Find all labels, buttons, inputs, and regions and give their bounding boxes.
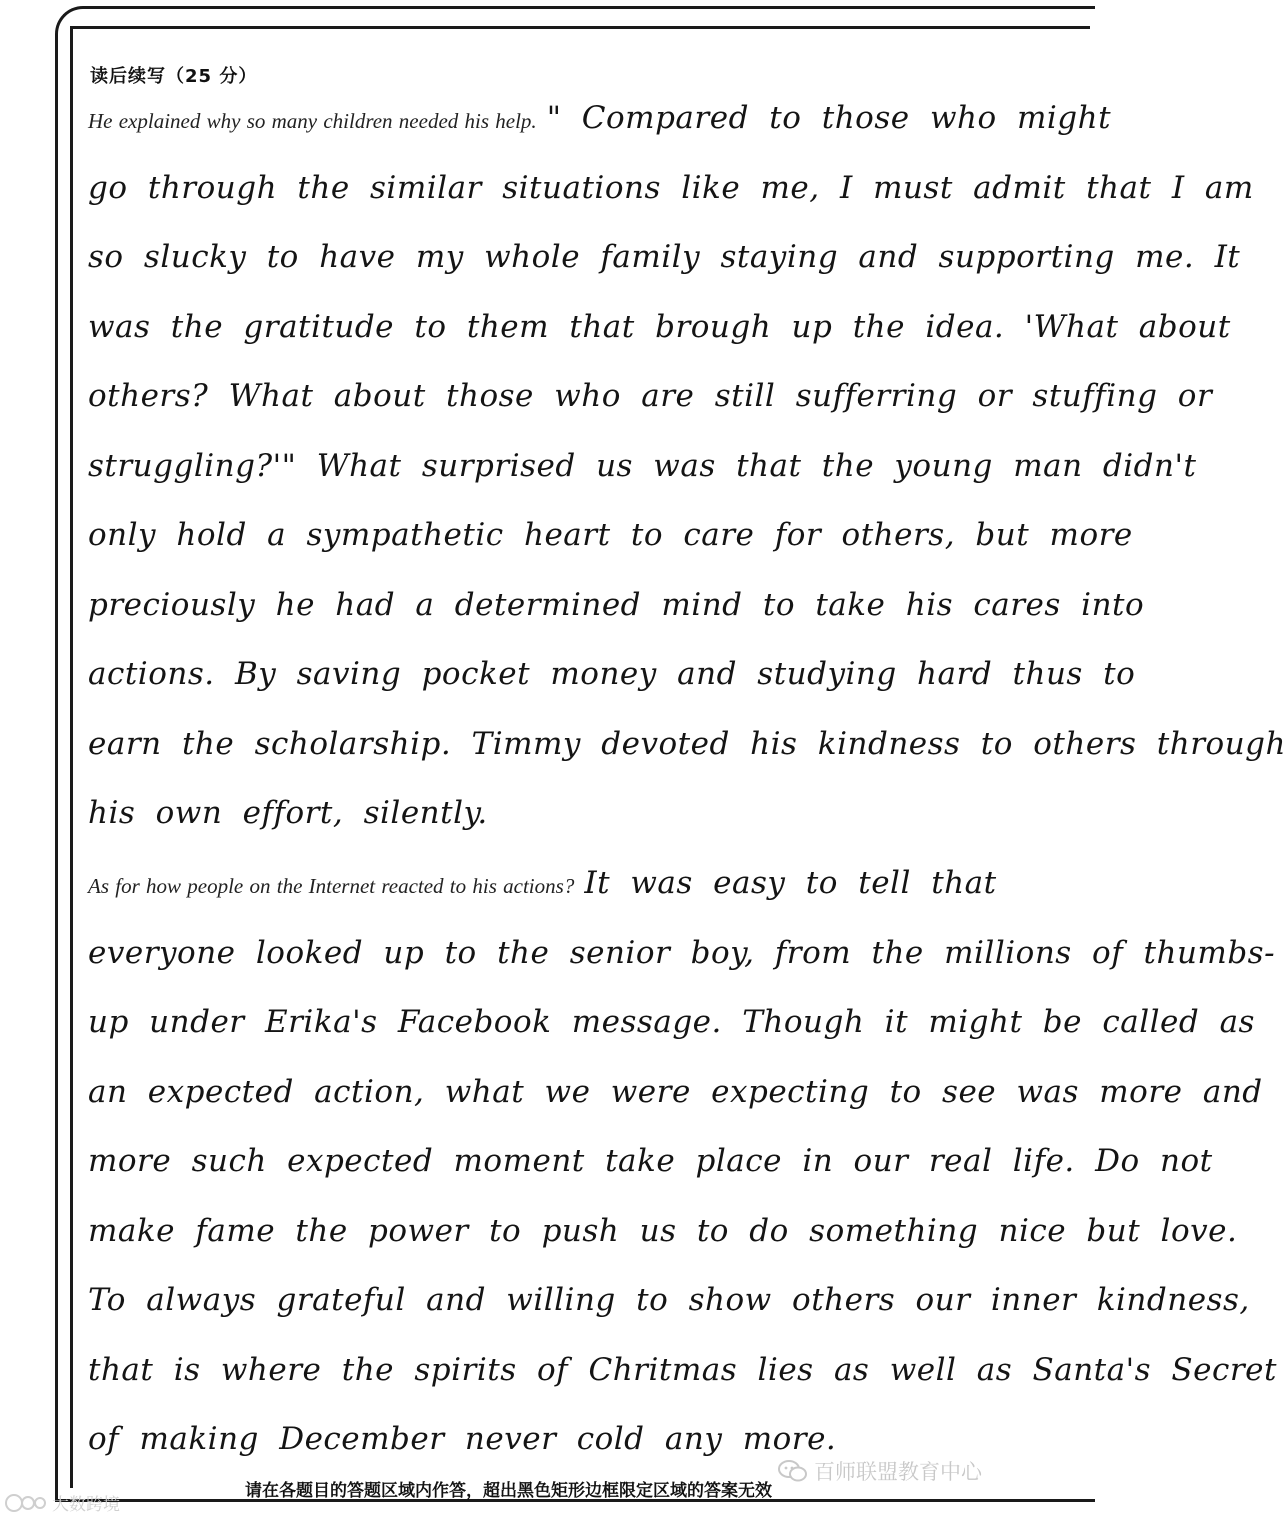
paragraph2-first-line: [88, 865, 997, 901]
handwritten-line: so slucky to have my whole family staying and supporting me. It: [88, 239, 1241, 275]
handwritten-line: others? What about those who are still sufferring or stuffing or: [88, 378, 1213, 414]
paragraph1-handwritten-start: " Compared to those who might: [546, 100, 1112, 136]
corner-watermark-text: 大数跨境: [52, 1495, 120, 1515]
handwritten-line: his own effort, silently.: [88, 795, 488, 831]
paragraph2-handwritten-start: It was easy to tell that: [584, 865, 997, 901]
handwritten-line: make fame the power to push us to do something nice but love.: [88, 1213, 1238, 1249]
corner-watermark: [4, 1490, 120, 1515]
handwritten-line: only hold a sympathetic heart to care for others, but more: [88, 517, 1133, 553]
handwritten-line: an expected action, what we were expecting to see was more and: [88, 1074, 1263, 1110]
handwritten-line: was the gratitude to them that brough up the idea. 'What about: [88, 309, 1231, 345]
paragraph2-prompt: As for how people on the Internet reacted to his actions?: [88, 874, 575, 898]
wechat-icon: [778, 1459, 808, 1483]
handwritten-line: more such expected moment take place in our real life. Do not: [88, 1143, 1213, 1179]
handwritten-line: To always grateful and willing to show others our inner kindness,: [88, 1282, 1250, 1318]
handwritten-line: of making December never cold any more.: [88, 1421, 837, 1457]
wechat-watermark: [778, 1456, 982, 1486]
handwritten-line: struggling?'" What surprised us was that the young man didn't: [88, 448, 1197, 484]
handwritten-line: everyone looked up to the senior boy, from the millions of thumbs-: [88, 935, 1276, 971]
handwritten-line: actions. By saving pocket money and studying hard thus to: [88, 656, 1136, 692]
handwritten-line: that is where the spirits of Chritmas lies as well as Santa's Secret: [88, 1352, 1277, 1388]
footer-notice: 请在各题目的答题区域内作答，超出黑色矩形边框限定区域的答案无效: [245, 1481, 772, 1501]
handwritten-line: earn the scholarship. Timmy devoted his kindness to others through: [88, 726, 1286, 762]
handwritten-line: up under Erika's Facebook message. Though it might be called as: [88, 1004, 1255, 1040]
corner-logo-icon: [4, 1492, 48, 1514]
paragraph1-first-line: [88, 100, 1111, 136]
paragraph1-prompt: He explained why so many children needed his help.: [88, 109, 537, 133]
watermark-text: 百师联盟教育中心: [814, 1460, 982, 1484]
section-title: 读后续写（25 分）: [90, 66, 258, 87]
handwritten-line: go through the similar situations like me, I must admit that I am: [88, 170, 1254, 206]
handwritten-line: preciously he had a determined mind to take his cares into: [88, 587, 1145, 623]
